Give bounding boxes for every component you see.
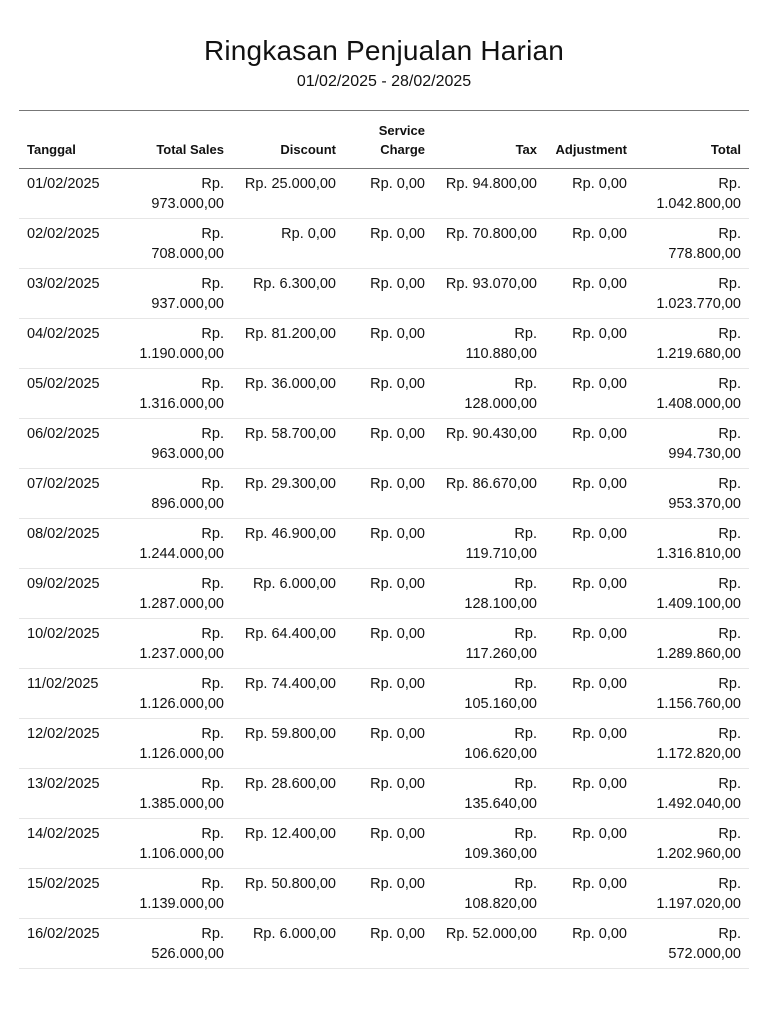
cell-discount: Rp. 25.000,00 <box>232 169 344 219</box>
cell-date: 12/02/2025 <box>19 719 117 769</box>
cell-total-sales: Rp. 1.126.000,00 <box>117 719 232 769</box>
table-row <box>19 419 749 469</box>
cell-service-charge: Rp. 0,00 <box>344 219 433 269</box>
cell-date: 04/02/2025 <box>19 319 117 369</box>
column-header-tax: Tax <box>433 111 545 169</box>
cell-tax: Rp. 52.000,00 <box>433 919 545 969</box>
cell-adjustment: Rp. 0,00 <box>545 319 635 369</box>
cell-date: 13/02/2025 <box>19 769 117 819</box>
cell-total-sales: Rp. 963.000,00 <box>117 419 232 469</box>
cell-adjustment: Rp. 0,00 <box>545 919 635 969</box>
cell-adjustment: Rp. 0,00 <box>545 869 635 919</box>
cell-total: Rp. 1.156.760,00 <box>635 669 749 719</box>
cell-total: Rp. 953.370,00 <box>635 469 749 519</box>
table-row <box>19 319 749 369</box>
cell-service-charge: Rp. 0,00 <box>344 319 433 369</box>
cell-date: 07/02/2025 <box>19 469 117 519</box>
cell-date: 09/02/2025 <box>19 569 117 619</box>
table-row <box>19 769 749 819</box>
cell-adjustment: Rp. 0,00 <box>545 519 635 569</box>
cell-total: Rp. 994.730,00 <box>635 419 749 469</box>
cell-date: 08/02/2025 <box>19 519 117 569</box>
cell-total: Rp. 1.023.770,00 <box>635 269 749 319</box>
cell-total: Rp. 1.197.020,00 <box>635 869 749 919</box>
cell-total: Rp. 572.000,00 <box>635 919 749 969</box>
cell-total-sales: Rp. 708.000,00 <box>117 219 232 269</box>
cell-discount: Rp. 36.000,00 <box>232 369 344 419</box>
cell-date: 05/02/2025 <box>19 369 117 419</box>
cell-discount: Rp. 50.800,00 <box>232 869 344 919</box>
cell-discount: Rp. 64.400,00 <box>232 619 344 669</box>
cell-date: 03/02/2025 <box>19 269 117 319</box>
table-row <box>19 469 749 519</box>
cell-total: Rp. 1.408.000,00 <box>635 369 749 419</box>
report-title: Ringkasan Penjualan Harian <box>203 35 565 66</box>
cell-adjustment: Rp. 0,00 <box>545 469 635 519</box>
cell-adjustment: Rp. 0,00 <box>545 219 635 269</box>
column-header-total-sales: Total Sales <box>117 111 232 169</box>
cell-total: Rp. 1.202.960,00 <box>635 819 749 869</box>
cell-total-sales: Rp. 1.244.000,00 <box>117 519 232 569</box>
cell-adjustment: Rp. 0,00 <box>545 269 635 319</box>
cell-date: 06/02/2025 <box>19 419 117 469</box>
report-header <box>0 0 768 92</box>
cell-adjustment: Rp. 0,00 <box>545 669 635 719</box>
table-row <box>19 669 749 719</box>
cell-discount: Rp. 58.700,00 <box>232 419 344 469</box>
table-row <box>19 819 749 869</box>
cell-service-charge: Rp. 0,00 <box>344 419 433 469</box>
cell-adjustment: Rp. 0,00 <box>545 619 635 669</box>
cell-service-charge: Rp. 0,00 <box>344 719 433 769</box>
cell-tax: Rp. 108.820,00 <box>433 869 545 919</box>
cell-discount: Rp. 81.200,00 <box>232 319 344 369</box>
cell-tax: Rp. 70.800,00 <box>433 219 545 269</box>
table-row <box>19 169 749 219</box>
cell-discount: Rp. 6.300,00 <box>232 269 344 319</box>
cell-service-charge: Rp. 0,00 <box>344 669 433 719</box>
cell-discount: Rp. 12.400,00 <box>232 819 344 869</box>
cell-total-sales: Rp. 937.000,00 <box>117 269 232 319</box>
cell-discount: Rp. 74.400,00 <box>232 669 344 719</box>
cell-total: Rp. 1.492.040,00 <box>635 769 749 819</box>
daily-sales-table <box>19 110 749 969</box>
cell-discount: Rp. 6.000,00 <box>232 919 344 969</box>
column-header-date: Tanggal <box>19 111 117 169</box>
cell-total-sales: Rp. 1.287.000,00 <box>117 569 232 619</box>
table-row <box>19 619 749 669</box>
table-row <box>19 219 749 269</box>
cell-discount: Rp. 46.900,00 <box>232 519 344 569</box>
cell-total: Rp. 1.042.800,00 <box>635 169 749 219</box>
cell-total: Rp. 1.289.860,00 <box>635 619 749 669</box>
cell-service-charge: Rp. 0,00 <box>344 919 433 969</box>
cell-tax: Rp. 135.640,00 <box>433 769 545 819</box>
cell-total: Rp. 1.172.820,00 <box>635 719 749 769</box>
cell-discount: Rp. 28.600,00 <box>232 769 344 819</box>
cell-total-sales: Rp. 896.000,00 <box>117 469 232 519</box>
cell-tax: Rp. 90.430,00 <box>433 419 545 469</box>
cell-tax: Rp. 117.260,00 <box>433 619 545 669</box>
cell-date: 11/02/2025 <box>19 669 117 719</box>
cell-adjustment: Rp. 0,00 <box>545 569 635 619</box>
column-header-total: Total <box>635 111 749 169</box>
table-row <box>19 369 749 419</box>
cell-total: Rp. 778.800,00 <box>635 219 749 269</box>
cell-total-sales: Rp. 1.126.000,00 <box>117 669 232 719</box>
cell-service-charge: Rp. 0,00 <box>344 519 433 569</box>
cell-date: 01/02/2025 <box>19 169 117 219</box>
cell-adjustment: Rp. 0,00 <box>545 419 635 469</box>
cell-total-sales: Rp. 1.139.000,00 <box>117 869 232 919</box>
column-header-service-charge: Service Charge <box>344 111 433 169</box>
cell-tax: Rp. 128.000,00 <box>433 369 545 419</box>
table-body <box>19 169 749 969</box>
table-row <box>19 269 749 319</box>
table-row <box>19 919 749 969</box>
cell-service-charge: Rp. 0,00 <box>344 169 433 219</box>
cell-date: 14/02/2025 <box>19 819 117 869</box>
cell-tax: Rp. 105.160,00 <box>433 669 545 719</box>
column-header-discount: Discount <box>232 111 344 169</box>
cell-adjustment: Rp. 0,00 <box>545 369 635 419</box>
cell-tax: Rp. 109.360,00 <box>433 819 545 869</box>
cell-total-sales: Rp. 1.106.000,00 <box>117 819 232 869</box>
table-row <box>19 719 749 769</box>
cell-discount: Rp. 6.000,00 <box>232 569 344 619</box>
table-header <box>19 111 749 169</box>
cell-total-sales: Rp. 526.000,00 <box>117 919 232 969</box>
cell-total-sales: Rp. 1.237.000,00 <box>117 619 232 669</box>
header-row <box>19 111 749 169</box>
cell-service-charge: Rp. 0,00 <box>344 769 433 819</box>
cell-tax: Rp. 119.710,00 <box>433 519 545 569</box>
table-row <box>19 569 749 619</box>
report-period: 01/02/2025 - 28/02/2025 <box>296 73 472 90</box>
cell-discount: Rp. 59.800,00 <box>232 719 344 769</box>
cell-adjustment: Rp. 0,00 <box>545 769 635 819</box>
cell-total-sales: Rp. 1.316.000,00 <box>117 369 232 419</box>
cell-date: 15/02/2025 <box>19 869 117 919</box>
cell-service-charge: Rp. 0,00 <box>344 619 433 669</box>
cell-tax: Rp. 110.880,00 <box>433 319 545 369</box>
table-row <box>19 869 749 919</box>
cell-service-charge: Rp. 0,00 <box>344 869 433 919</box>
cell-adjustment: Rp. 0,00 <box>545 819 635 869</box>
cell-total: Rp. 1.316.810,00 <box>635 519 749 569</box>
cell-date: 10/02/2025 <box>19 619 117 669</box>
cell-service-charge: Rp. 0,00 <box>344 369 433 419</box>
cell-service-charge: Rp. 0,00 <box>344 569 433 619</box>
cell-total: Rp. 1.409.100,00 <box>635 569 749 619</box>
cell-date: 02/02/2025 <box>19 219 117 269</box>
cell-tax: Rp. 93.070,00 <box>433 269 545 319</box>
cell-tax: Rp. 94.800,00 <box>433 169 545 219</box>
cell-total-sales: Rp. 973.000,00 <box>117 169 232 219</box>
cell-tax: Rp. 86.670,00 <box>433 469 545 519</box>
cell-adjustment: Rp. 0,00 <box>545 169 635 219</box>
cell-service-charge: Rp. 0,00 <box>344 269 433 319</box>
table-row <box>19 519 749 569</box>
cell-tax: Rp. 106.620,00 <box>433 719 545 769</box>
cell-total: Rp. 1.219.680,00 <box>635 319 749 369</box>
cell-date: 16/02/2025 <box>19 919 117 969</box>
cell-discount: Rp. 0,00 <box>232 219 344 269</box>
cell-total-sales: Rp. 1.190.000,00 <box>117 319 232 369</box>
cell-service-charge: Rp. 0,00 <box>344 819 433 869</box>
cell-total-sales: Rp. 1.385.000,00 <box>117 769 232 819</box>
cell-service-charge: Rp. 0,00 <box>344 469 433 519</box>
cell-adjustment: Rp. 0,00 <box>545 719 635 769</box>
cell-tax: Rp. 128.100,00 <box>433 569 545 619</box>
column-header-adjustment: Adjustment <box>545 111 635 169</box>
cell-discount: Rp. 29.300,00 <box>232 469 344 519</box>
